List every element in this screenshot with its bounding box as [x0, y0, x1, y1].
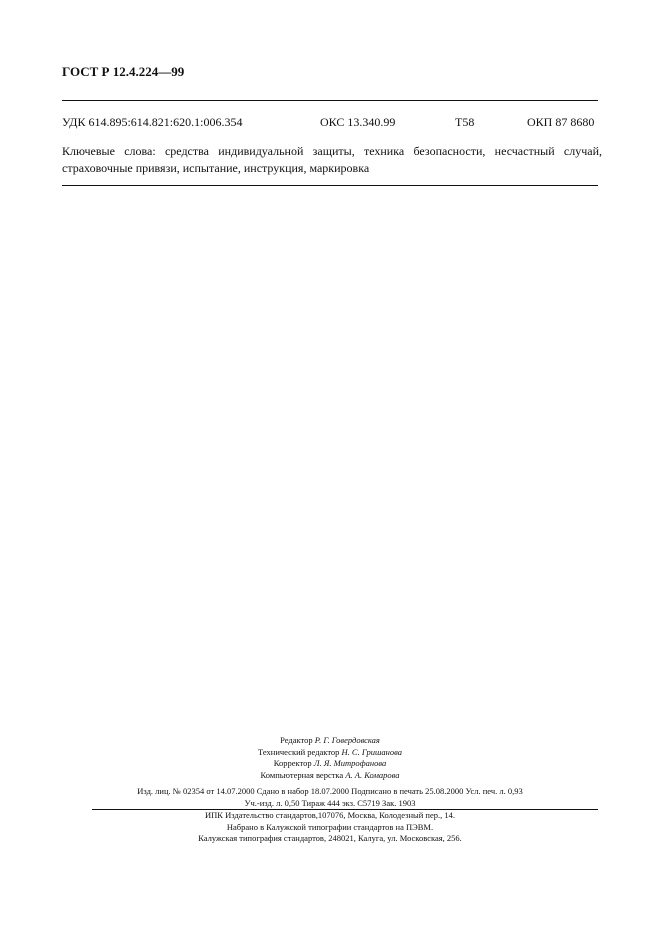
- udk-code: УДК 614.895:614.821:620.1:006.354: [62, 115, 243, 129]
- oks-code: ОКС 13.340.99: [320, 115, 396, 129]
- editor-line: Редактор Р. Г. Говердовская: [280, 735, 380, 745]
- printer-line: Калужская типография стандартов, 248021, Калуга, ул. Московская, 256.: [198, 833, 462, 843]
- print-run-line: Уч.-изд. л. 0,50 Тираж 444 экз. С5719 Зак. 1903: [244, 797, 416, 808]
- publisher-info: [60, 810, 600, 845]
- keywords: Ключевые слова: средства индивидуальной защиты, техника безопасности, несчастный случай, страховочные привязи, испытание, инструкция, маркировка: [62, 144, 602, 175]
- publication-details: [60, 786, 600, 809]
- license-line: Изд. лиц. № 02354 от 14.07.2000 Сдано в набор 18.07.2000 Подписано в печать 25.08.2000 Усл. печ. л. 0,93: [137, 786, 523, 796]
- okp-code: ОКП 87 8680: [527, 115, 595, 129]
- typeset-line: Набрано в Калужской типографии стандартов на ПЭВМ.: [226, 821, 434, 832]
- corrector-line: Корректор Л. Я. Митрофанова: [273, 758, 387, 768]
- t-code: Т58: [455, 115, 475, 129]
- divider: [62, 100, 598, 101]
- divider: [62, 185, 598, 186]
- credits: [160, 735, 500, 781]
- tech-editor-line: Технический редактор Н. С. Гришанова: [258, 746, 402, 757]
- layout-line: Компьютерная верстка А. А. Комарова: [260, 769, 400, 780]
- publisher-line: ИПК Издательство стандартов,107076, Москва, Колодезный пер., 14.: [205, 810, 455, 820]
- document-title: ГОСТ Р 12.4.224—99: [62, 64, 185, 79]
